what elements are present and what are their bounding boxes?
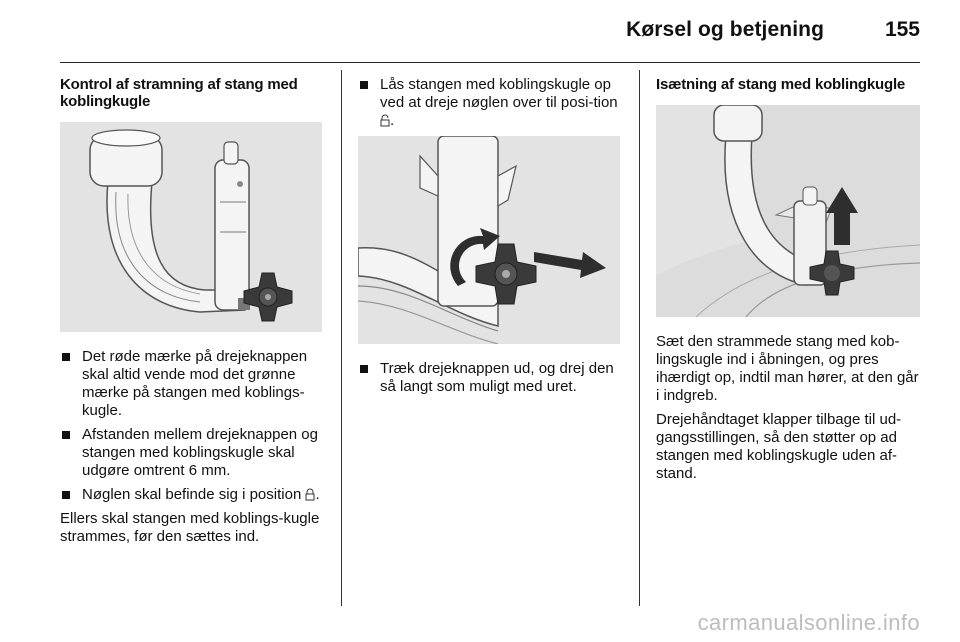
instruction-list xyxy=(358,360,624,396)
section-heading: Kontrol af stramning af stang med koblingkugle xyxy=(60,76,298,110)
list-item: Nøglen skal befinde sig i position . xyxy=(60,486,326,504)
body-paragraph: Drejehåndtaget klapper tilbage til ud-gangsstillingen, så den støtter op ad stangen med koblingskugle uden af-stand. xyxy=(656,411,902,482)
lock-open-icon xyxy=(380,114,390,127)
column-divider xyxy=(341,70,342,606)
list-item: Træk drejeknappen ud, og drej den så langt som muligt med uret. xyxy=(358,360,624,396)
list-item: Lås stangen med koblingskugle op ved at dreje nøglen over til posi-tion . xyxy=(358,76,624,130)
list-item-text: Nøglen skal befinde sig i position xyxy=(82,486,302,503)
list-item: Afstanden mellem drejeknappen og stangen med koblingskugle skal udgøre omtrent 6 mm. xyxy=(60,426,326,480)
section-title: Kørsel og betjening xyxy=(626,18,824,41)
body-paragraph: Ellers skal stangen med koblings-kugle strammes, før den sættes ind. xyxy=(60,510,320,545)
section-heading: Isætning af stang med koblingkugle xyxy=(656,76,906,93)
insertion-illustration xyxy=(656,105,920,317)
instruction-list xyxy=(358,76,624,130)
towbar-illustration xyxy=(60,122,322,332)
column-left xyxy=(60,76,326,552)
column-divider xyxy=(639,70,640,606)
instruction-list xyxy=(60,348,326,504)
page-number: 155 xyxy=(884,18,920,41)
pull-arrow-icon xyxy=(534,252,606,278)
column-middle xyxy=(358,76,624,402)
column-right xyxy=(656,76,922,489)
watermark: carmanualsonline.info xyxy=(697,610,920,635)
list-item: Det røde mærke på drejeknappen skal altid vende mod det grønne mærke på stangen med koblings-kugle. xyxy=(60,348,326,420)
page-header xyxy=(60,0,920,63)
lock-closed-icon xyxy=(305,488,315,501)
list-item-text: Lås stangen med koblingskugle op ved at dreje nøglen over til posi-tion xyxy=(380,76,618,111)
body-paragraph: Sæt den strammede stang med kob-lingskugle ind i åbningen, og pres ihærdigt op, indtil man hører, at den går i indgreb. xyxy=(656,333,919,404)
knob-illustration xyxy=(358,136,620,344)
